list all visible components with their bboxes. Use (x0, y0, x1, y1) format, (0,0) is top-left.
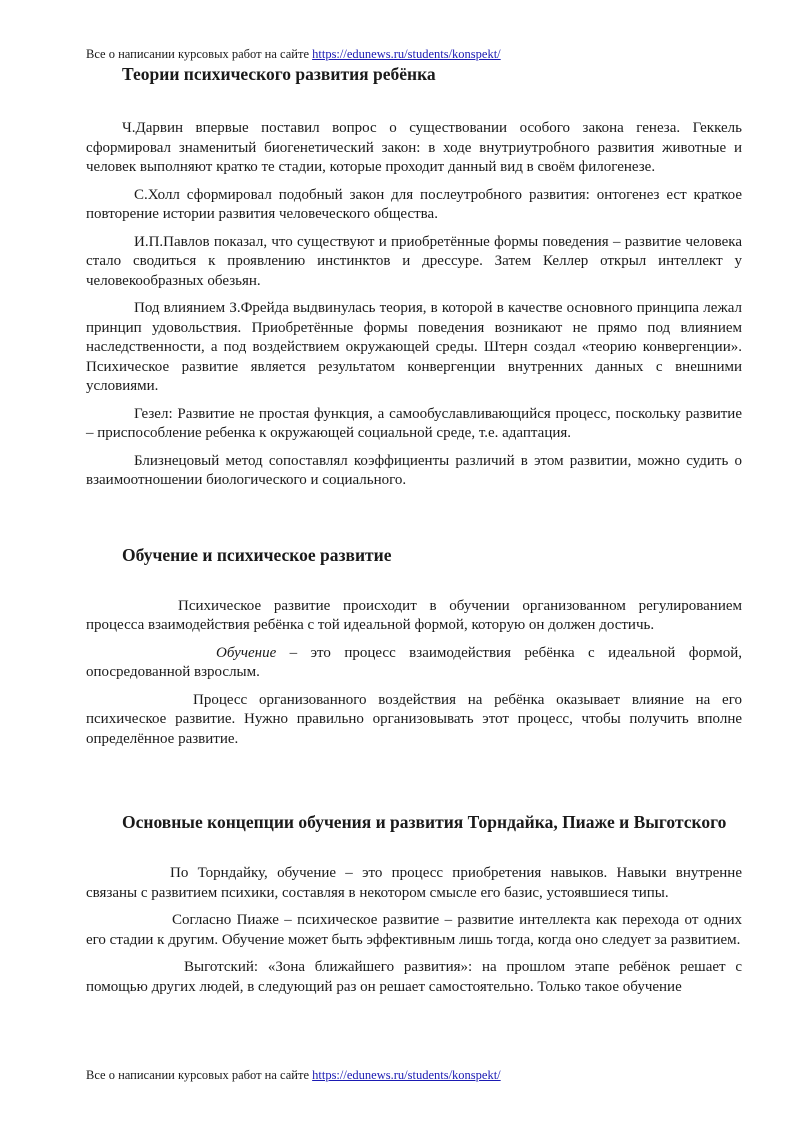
page-footer (86, 1068, 501, 1083)
paragraph-piaget: Согласно Пиаже – психическое развитие – развитие интеллекта как перехода от одних его стадии к другим. Обучение может быть эффективным лишь тогда, когда оно следует за развитием. (86, 912, 742, 948)
document-body (86, 63, 742, 997)
paragraph-darwin: Ч.Дарвин впервые поставил вопрос о существовании особого закона генеза. Геккель сформировал знаменитый биогенетический закон: в ходе внутриутробного развития животные и человек выполняют кратко те стадии, которые проходит данный вид в своём филогенезе. (86, 120, 742, 175)
section-title-theories: Теории психического развития ребёнка (122, 64, 436, 84)
paragraph-learning-2-text: – это процесс взаимодействия ребёнка с идеальной формой, опосредованной взрослым. (86, 644, 742, 680)
header-link[interactable]: https://edunews.ru/students/konspekt/ (312, 47, 501, 61)
section-title-learning: Обучение и психическое развитие (122, 544, 392, 565)
paragraph-pavlov: И.П.Павлов показал, что существуют и приобретённые формы поведения – развитие человека стало сводиться к проявлению инстинктов и дрессуре. Затем Келлер открыл интеллект у человекообразных обезьян. (86, 233, 742, 289)
paragraph-learning-1: Психическое развитие происходит в обучении организованном регулированием процесса взаимодействия ребёнка с той идеальной формой, которую он должен достичь. (86, 597, 742, 633)
paragraph-thorndike: По Торндайку, обучение – это процесс приобретения навыков. Навыки внутренне связаны с развитием психики, составляя в некотором смысле его базис, устоявшиеся типы. (86, 865, 742, 901)
term-learning: Обучение (216, 644, 277, 661)
paragraph-twins: Близнецовый метод сопоставлял коэффициенты различий в этом развитии, можно судить о взаимоотношении биологического и социального. (86, 452, 742, 488)
footer-text: Все о написании курсовых работ на сайте (86, 1068, 313, 1082)
paragraph-gesell: Гезел: Развитие не простая функция, а самообуславливающийся процесс, поскольку развитие – приспособление ребенка к окружающей социальной среде, т.е. адаптация. (86, 405, 742, 441)
paragraph-learning-2 (86, 644, 742, 683)
paragraph-freud: Под влиянием З.Фрейда выдвинулась теория, в которой в качестве основного принципа лежал принцип удовольствия. Приобретённые формы поведения возникают не прямо под влиянием наследственности, а под воздействием окружающей среды. Штерн создал «теорию конвергенции». Психическое развитие является результатом конвергенции внутренних данных с внешними условиями. (86, 300, 742, 394)
paragraph-vygotsky: Выготский: «Зона ближайшего развития»: на прошлом этапе ребёнок решает с помощью других людей, в следующий раз он решает самостоятельно. Только такое обучение (86, 959, 742, 995)
header-text: Все о написании курсовых работ на сайте (86, 47, 313, 61)
paragraph-hall: С.Холл сформировал подобный закон для послеутробного развития: онтогенез ест краткое повторение истории развития человеческого общества. (86, 186, 742, 222)
section-title-concepts: Основные концепции обучения и развития Торндайка, Пиаже и Выготского (122, 812, 727, 832)
paragraph-learning-3: Процесс организованного воздействия на ребёнка оказывает влияние на его психическое развитие. Нужно правильно организовывать этот процесс, чтобы получить вполне определённое развитие. (86, 691, 742, 747)
page-header (86, 47, 501, 62)
footer-link[interactable]: https://edunews.ru/students/konspekt/ (312, 1068, 501, 1082)
